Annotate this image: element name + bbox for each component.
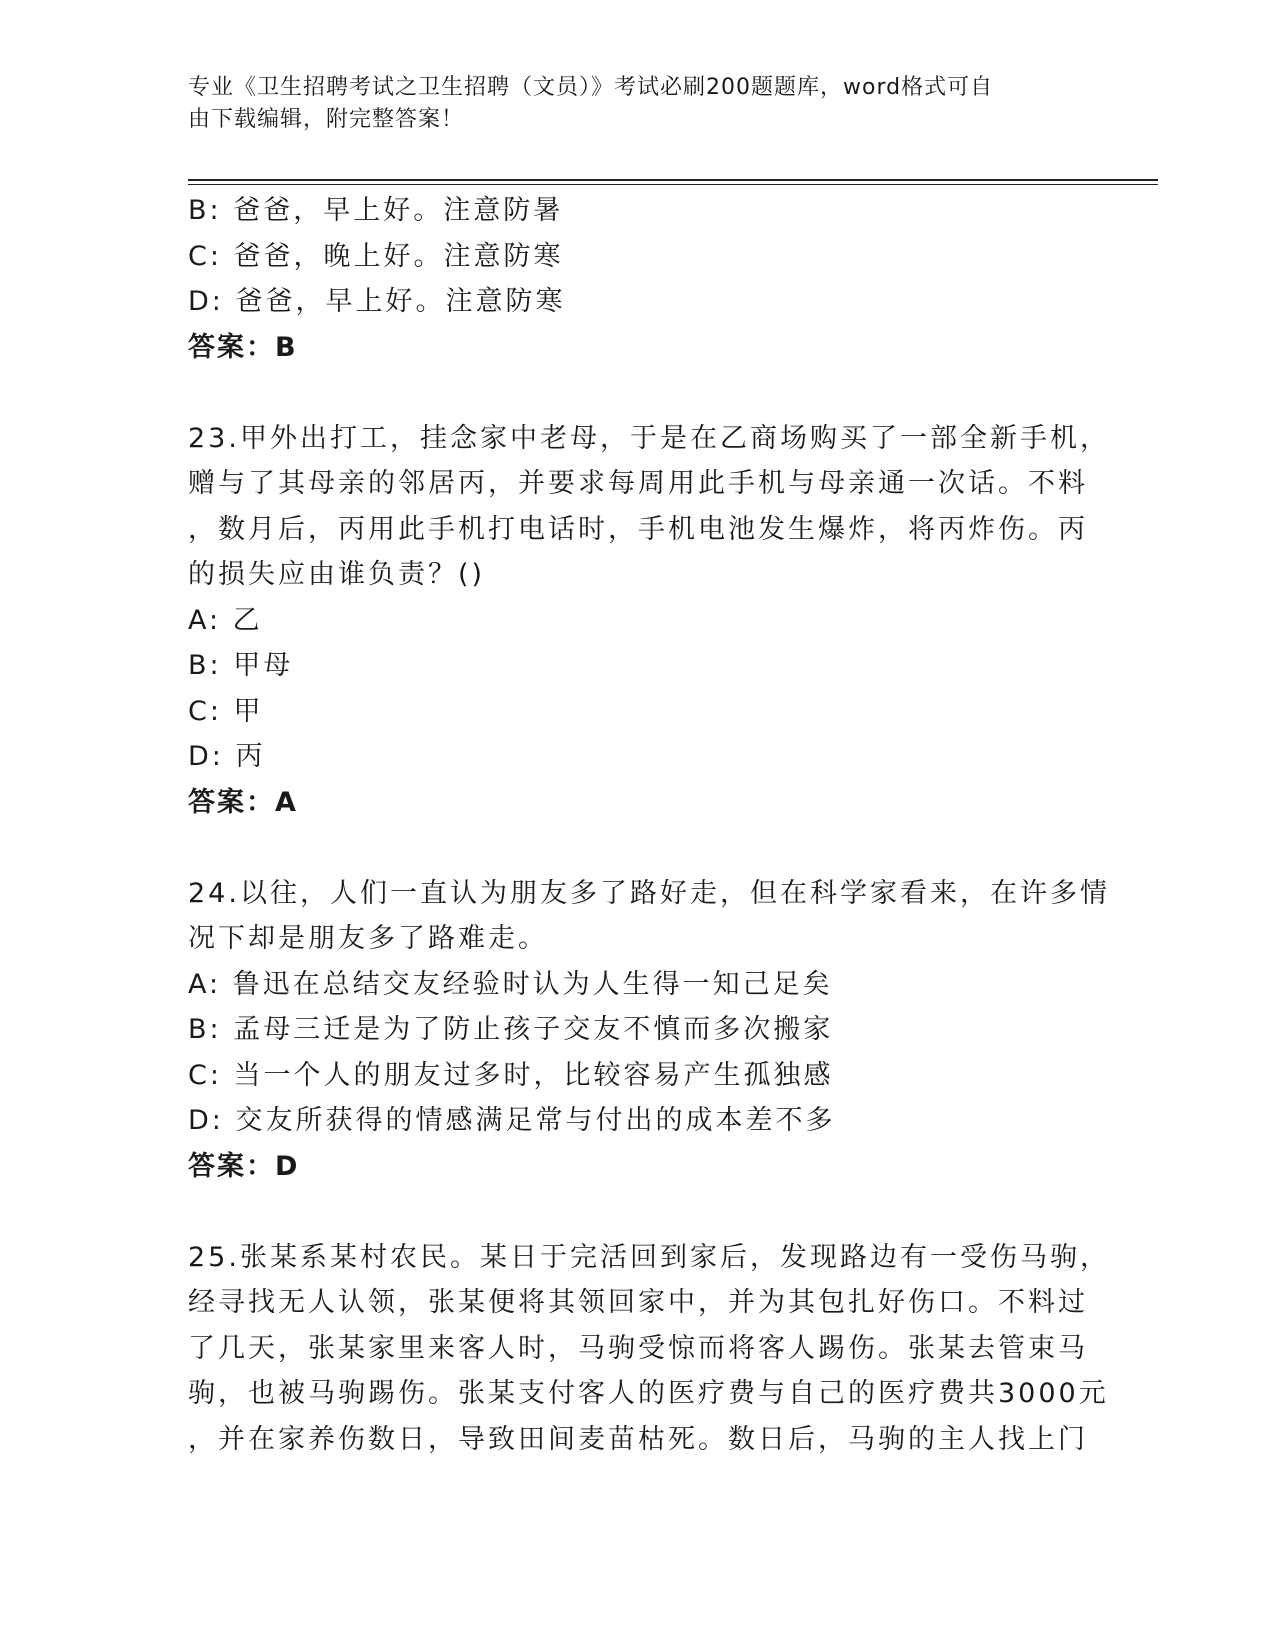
option-d: D: 交友所获得的情感满足常与付出的成本差不多 <box>188 1105 836 1136</box>
option-a: A: 鲁迅在总结交友经验时认为人生得一知己足矣 <box>188 968 833 1000</box>
question-text-line: 24.以往，人们一直认为朋友多了路好走，但在科学家看来，在许多情 <box>188 877 1110 909</box>
document-header <box>188 72 1088 136</box>
option-b: B: 甲母 <box>188 650 294 681</box>
header-line-1: 专业《卫生招聘考试之卫生招聘（文员）》考试必刷200题题库，word格式可自 <box>188 75 994 100</box>
question-22 <box>188 188 1088 370</box>
header-divider-thick <box>188 179 1158 181</box>
option-d: D: 丙 <box>188 741 266 772</box>
question-23 <box>188 416 1110 826</box>
question-text-line: 赠与了其母亲的邻居丙，并要求每周用此手机与母亲通一次话。不料 <box>188 468 1088 499</box>
spacer <box>188 825 1088 871</box>
option-d: D: 爸爸，早上好。注意防寒 <box>188 286 566 317</box>
spacer <box>188 370 1088 416</box>
question-text-line: 23.甲外出打工，挂念家中老母，于是在乙商场购买了一部全新手机， <box>188 422 1110 454</box>
option-b: B: 爸爸，早上好。注意防暑 <box>188 195 564 226</box>
option-c: C: 甲 <box>188 695 264 727</box>
question-24 <box>188 871 1110 1190</box>
question-text-line: ，并在家养伤数日，导致田间麦苗枯死。数日后，马驹的主人找上门 <box>188 1423 1088 1455</box>
header-line-2: 由下载编辑，附完整答案！ <box>188 107 465 132</box>
answer-label: 答案：B <box>188 331 298 363</box>
option-c: C: 爸爸，晚上好。注意防寒 <box>188 240 564 272</box>
question-25 <box>188 1235 1110 1463</box>
question-list <box>188 188 1110 1462</box>
option-c: C: 当一个人的朋友过多时，比较容易产生孤独感 <box>188 1059 834 1091</box>
question-text-line: 驹，也被马驹踢伤。张某支付客人的医疗费与自己的医疗费共3000元 <box>188 1378 1109 1409</box>
question-text-line: ，数月后，丙用此手机打电话时，手机电池发生爆炸，将丙炸伤。丙 <box>188 513 1088 545</box>
header-divider-thin <box>188 184 1158 185</box>
question-text-line: 25.张某系某村农民。某日于完活回到家后，发现路边有一受伤马驹， <box>188 1241 1110 1273</box>
question-text-line: 况下却是朋友多了路难走。 <box>188 923 548 954</box>
question-text-line: 了几天，张某家里来客人时，马驹受惊而将客人踢伤。张某去管束马 <box>188 1332 1088 1364</box>
question-text-line: 经寻找无人认领，张某便将其领回家中，并为其包扎好伤口。不料过 <box>188 1287 1088 1318</box>
option-a: A: 乙 <box>188 604 263 636</box>
answer-label: 答案：A <box>188 786 298 818</box>
question-text-line: 的损失应由谁负责？() <box>188 559 486 590</box>
answer-label: 答案：D <box>188 1150 300 1182</box>
spacer <box>188 1189 1088 1235</box>
option-b: B: 孟母三迁是为了防止孩子交友不慎而多次搬家 <box>188 1014 834 1045</box>
